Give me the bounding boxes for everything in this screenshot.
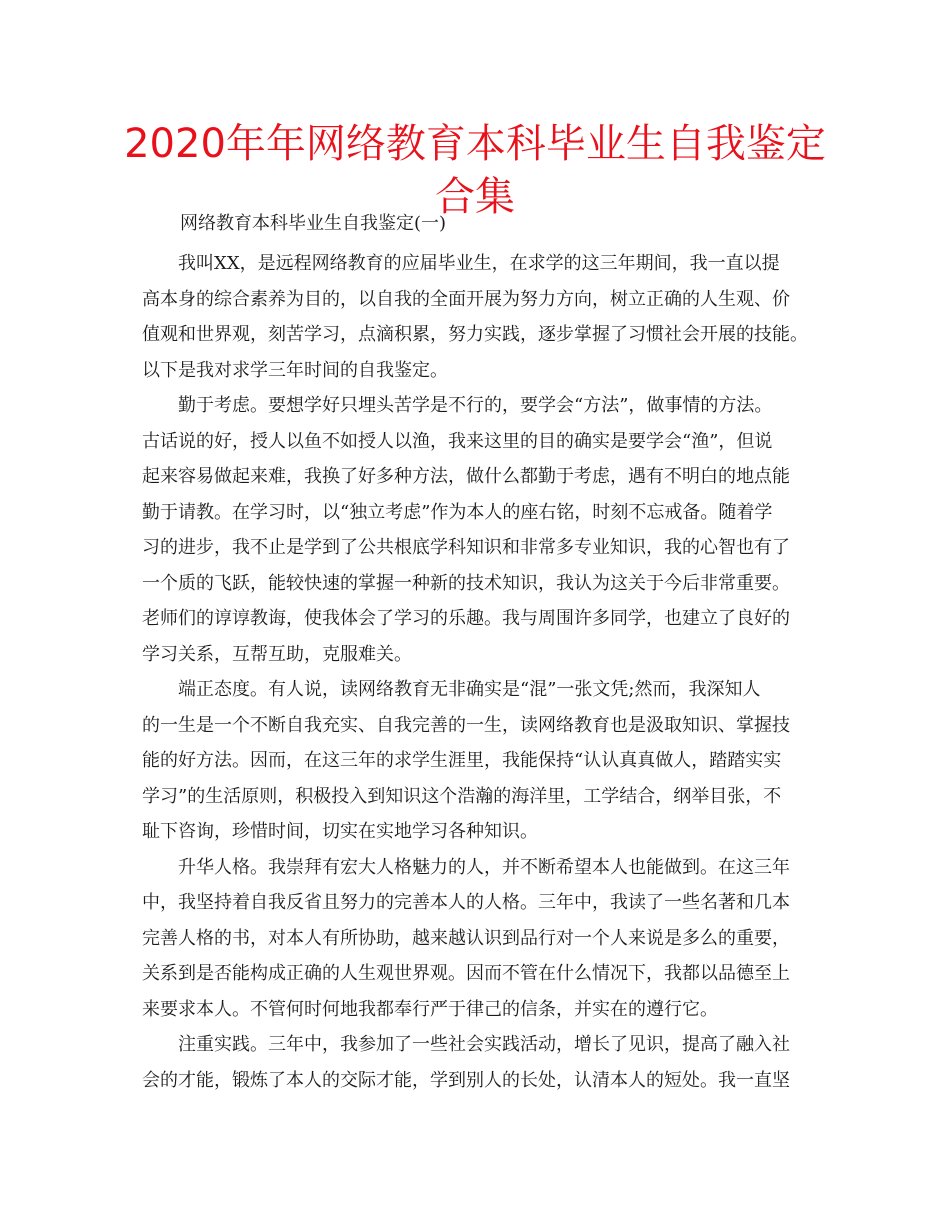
paragraph-line: 的一生是一个不断自我充实、自我完善的一生，读网络教育也是汲取知识、掌握技: [142, 714, 790, 736]
paragraph-line: 学习关系，互帮互助，克服难关。: [142, 643, 412, 665]
paragraph-line: 升华人格。我崇拜有宏大人格魅力的人，并不断希望本人也能做到。在这三年: [178, 856, 790, 878]
paragraph-line: 古话说的好，授人以鱼不如授人以渔，我来这里的目的确实是要学会“渔”，但说: [142, 430, 773, 452]
body-text: [142, 246, 842, 1098]
paragraph-line: 习的进步，我不止是学到了公共根底学科知识和非常多专业知识，我的心智也有了: [142, 537, 790, 558]
page-title: 2020年年网络教育本科毕业生自我鉴定合集: [124, 121, 826, 220]
paragraph-line: 注重实践。三年中，我参加了一些社会实践活动，增长了见识，提高了融入社: [178, 1034, 790, 1055]
paragraph-line: 以下是我对求学三年时间的自我鉴定。: [142, 359, 448, 381]
paragraph-line: 中，我坚持着自我反省且努力的完善本人的人格。三年中，我读了一些名著和几本: [142, 892, 790, 913]
paragraph-line: 高本身的综合素养为目的，以自我的全面开展为努力方向，树立正确的人生观、价: [142, 288, 790, 310]
paragraph-line: 勤于考虑。要想学好只埋头苦学是不行的，要学会“方法”，做事情的方法。: [178, 395, 773, 416]
paragraph-line: 一个质的飞跃，能较快速的掌握一种新的技术知识，我认为这关于今后非常重要。: [142, 572, 790, 594]
paragraph-line: 耻下咨询，珍惜时间，切实在实地学习各种知识。: [142, 821, 538, 842]
paragraph-line: 会的才能，锻炼了本人的交际才能，学到别人的长处，认清本人的短处。我一直坚: [142, 1069, 790, 1091]
paragraph-line: 值观和世界观，刻苦学习，点滴积累，努力实践，逐步掌握了习惯社会开展的技能。: [142, 324, 808, 345]
paragraph-line: 能的好方法。因而，在这三年的求学生涯里，我能保持“认认真真做人，踏踏实实: [142, 750, 782, 771]
section-heading: 网络教育本科毕业生自我鉴定(一): [180, 213, 447, 234]
paragraph-line: 学习”的生活原则，积极投入到知识这个浩瀚的海洋里，工学结合，纲举目张，不: [142, 785, 782, 807]
paragraph-line: 我叫XX，是远程网络教育的应届毕业生，在求学的这三年期间，我一直以提: [178, 253, 780, 274]
paragraph-line: 勤于请教。在学习时，以“独立考虑”作为本人的座右铭，时刻不忘戒备。随着学: [142, 501, 773, 523]
paragraph-line: 起来容易做起来难，我换了好多种方法，做什么都勤于考虑，遇有不明白的地点能: [142, 466, 790, 487]
paragraph-line: 完善人格的书，对本人有所协助，越来越认识到品行对一个人来说是多么的重要，: [142, 927, 790, 949]
paragraph-line: 端正态度。有人说，读网络教育无非确实是“混”一张文凭;然而，我深知人: [178, 679, 761, 700]
paragraph-line: 老师们的谆谆教诲，使我体会了学习的乐趣。我与周围许多同学，也建立了良好的: [142, 608, 790, 629]
paragraph-line: 来要求本人。不管何时何地我都奉行严于律己的信条，并实在的遵行它。: [142, 998, 718, 1020]
paragraph-line: 关系到是否能构成正确的人生观世界观。因而不管在什么情况下，我都以品德至上: [142, 963, 790, 984]
